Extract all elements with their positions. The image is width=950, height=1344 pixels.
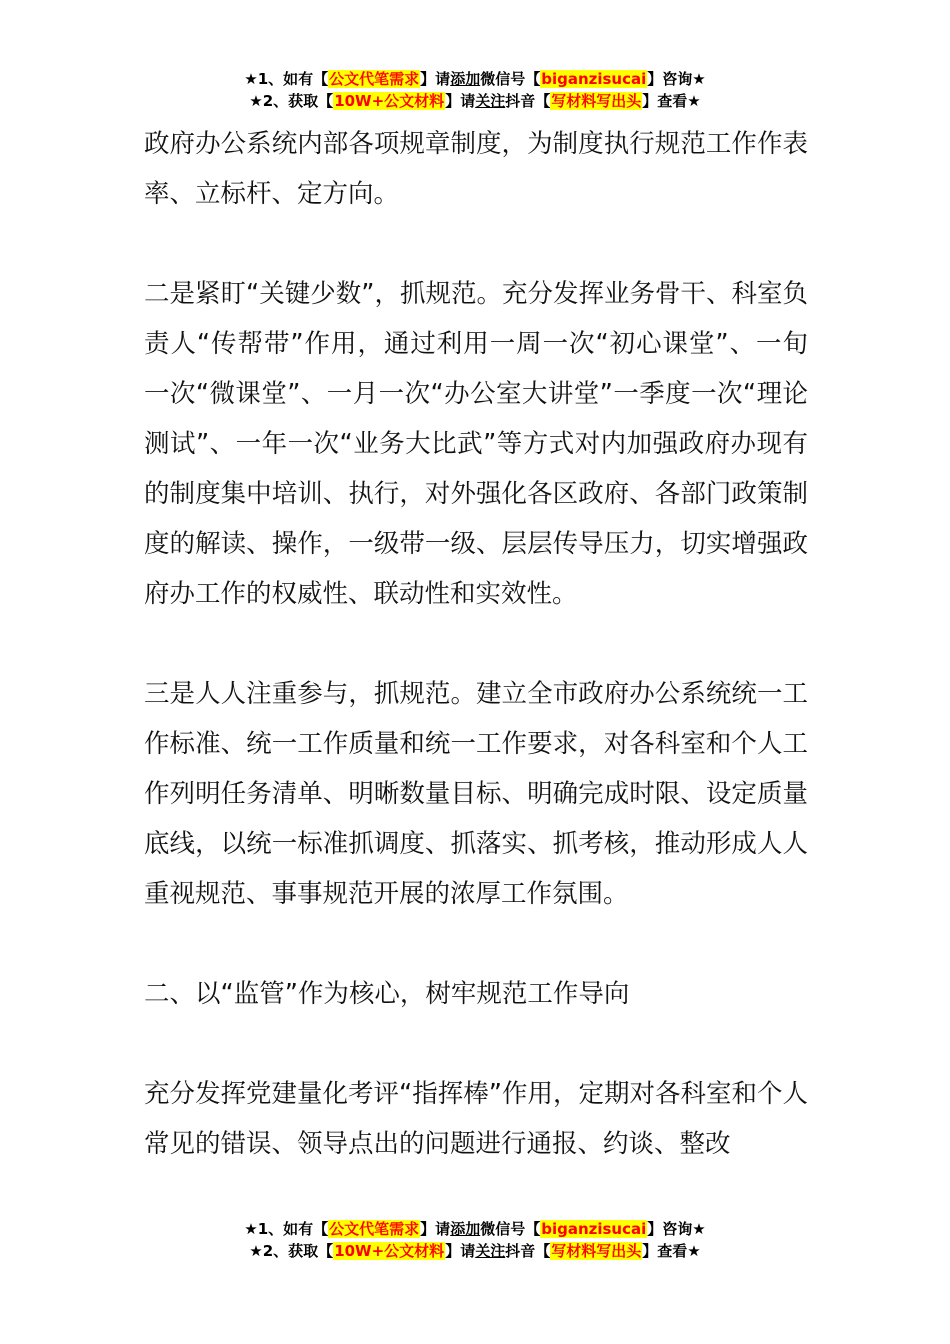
highlight-wechat-id: biganzisucai	[541, 1220, 647, 1238]
paragraph-2: 二是紧盯“关键少数”，抓规范。充分发挥业务骨干、科室负责人“传帮带”作用，通过利用一周一次“初心课堂”、一旬一次“微课堂”、一月一次“办公室大讲堂”一季度一次“理论测试”、一年一次“业务大比武”等方式对内加强政府办现有的制度集中培训、执行，对外强化各区政府、各部门政策制度的解读、操作，一级带一级、层层传导压力，切实增强政府办工作的权威性、联动性和实效性。	[144, 279, 808, 609]
highlight-douyin-account: 写材料写出头	[551, 92, 642, 110]
footer-banner	[0, 1218, 950, 1262]
highlight-wechat-id: biganzisucai	[541, 70, 647, 88]
banner-line-1: ★1、如有【公文代笔需求】请添加微信号【biganzisucai】咨询★	[244, 70, 706, 88]
section-heading-2: 二、以“监管”作为核心，树牢规范工作导向	[144, 979, 630, 1009]
highlight-douyin-account: 写材料写出头	[551, 1242, 642, 1260]
footer-banner-line-1: ★1、如有【公文代笔需求】请添加微信号【biganzisucai】咨询★	[244, 1220, 706, 1238]
paragraph-4: 充分发挥党建量化考评“指挥棒”作用，定期对各科室和个人常见的错误、领导点出的问题进行通报、约谈、整改	[144, 1079, 808, 1159]
paragraph-3: 三是人人注重参与，抓规范。建立全市政府办公系统统一工作标准、统一工作质量和统一工作要求，对各科室和个人工作列明任务清单、明晰数量目标、明确完成时限、设定质量底线，以统一标准抓调度、抓落实、抓考核，推动形成人人重视规范、事事规范开展的浓厚工作氛围。	[144, 679, 808, 909]
highlight-materials: 10W+公文材料	[334, 1242, 445, 1260]
paragraph-gap	[144, 219, 808, 269]
highlight-service: 公文代笔需求	[329, 1220, 420, 1238]
footer-banner-line-2: ★2、获取【10W+公文材料】请关注抖音【写材料写出头】查看★	[249, 1242, 701, 1260]
highlight-service: 公文代笔需求	[329, 70, 420, 88]
paragraph-gap	[144, 919, 808, 969]
highlight-materials: 10W+公文材料	[334, 92, 445, 110]
document-body	[144, 119, 808, 1169]
banner-line-2: ★2、获取【10W+公文材料】请关注抖音【写材料写出头】查看★	[249, 92, 701, 110]
paragraph-gap	[144, 619, 808, 669]
paragraph-1: 政府办公系统内部各项规章制度，为制度执行规范工作作表率、立标杆、定方向。	[144, 129, 808, 209]
header-banner	[0, 68, 950, 112]
paragraph-gap	[144, 1019, 808, 1069]
